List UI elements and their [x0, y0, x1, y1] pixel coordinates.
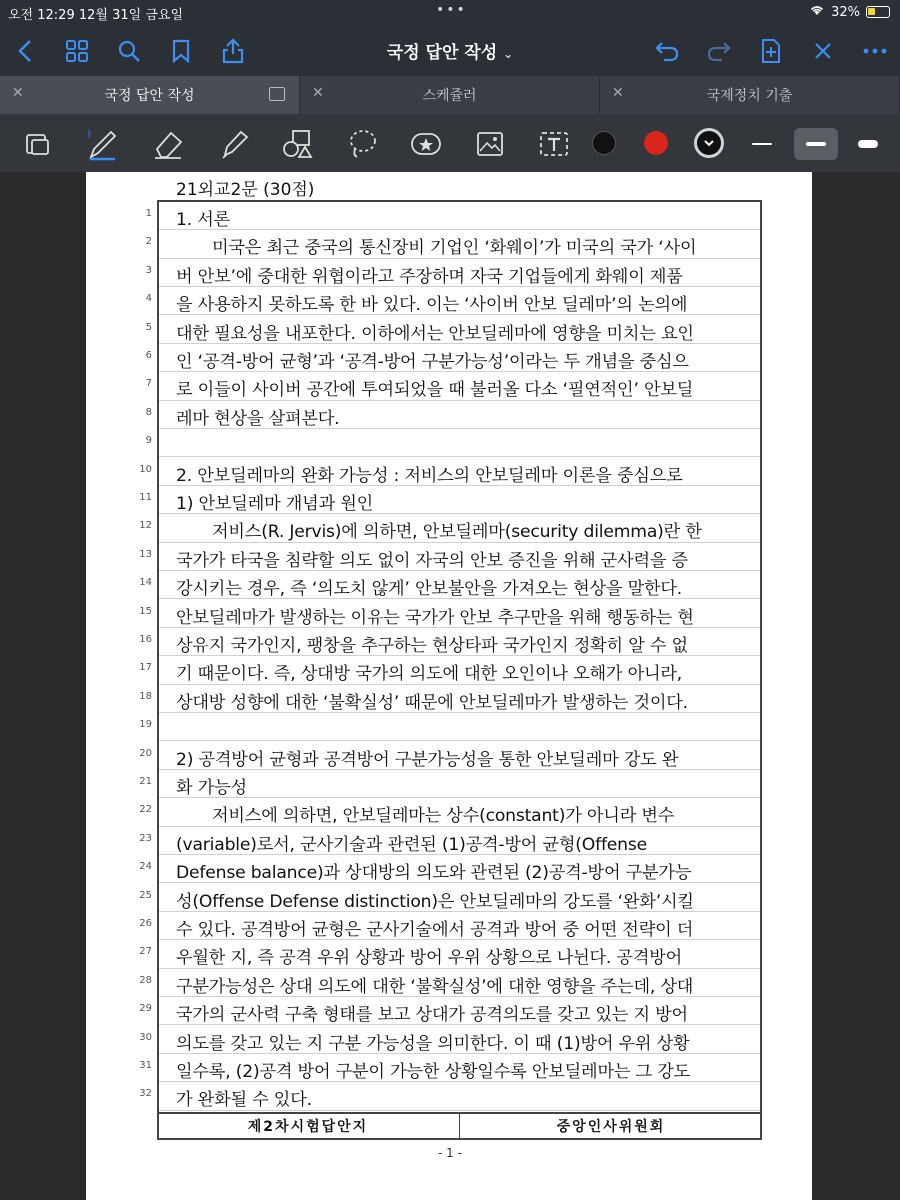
- add-page-icon[interactable]: [754, 34, 788, 68]
- answer-text-line: Defense balance)과 상대방의 의도와 관련된 (2)공격-방어 구분가능: [176, 863, 692, 884]
- line-number: 17: [139, 662, 152, 674]
- undo-icon[interactable]: [650, 34, 684, 68]
- tab-label: 국제정치 기출: [706, 88, 793, 104]
- answer-text-line: 저비스에 의하면, 안보딜레마는 상수(constant)가 아니라 변수: [212, 806, 675, 827]
- top-bar: [0, 0, 900, 76]
- tab-bar: [0, 76, 900, 114]
- line-number: 32: [139, 1088, 152, 1100]
- close-x-icon[interactable]: [806, 34, 840, 68]
- line-number: 18: [139, 690, 152, 702]
- redo-icon[interactable]: [702, 34, 736, 68]
- answer-text-line: 2) 공격방어 균형과 공격방어 구분가능성을 통한 안보딜레마 강도 완: [176, 749, 679, 770]
- stroke-thick[interactable]: [846, 128, 890, 160]
- line-number: 1: [145, 208, 152, 219]
- tab-exam-answer[interactable]: [0, 76, 300, 114]
- pen-icon[interactable]: [82, 124, 122, 164]
- line-number: 23: [139, 832, 152, 844]
- question-title: 21외교2문 (30점): [176, 180, 315, 200]
- answer-text-line: 을 사용하지 못하도록 한 바 있다. 이는 ‘사이버 안보 딜레마’의 논의에: [176, 295, 688, 316]
- answer-text-line: 상유지 국가인지, 팽창을 추구하는 현상타파 국가인지 정확히 알 수 없: [176, 636, 688, 656]
- status-right: [809, 4, 890, 20]
- footer-agency-name: 중앙인사위원회: [556, 1119, 666, 1135]
- answer-text-line: 가 완화될 수 있다.: [176, 1090, 312, 1111]
- answer-text-line: 의도를 갖고 있는 지 구분 가능성을 의미한다. 이 때 (1)방어 우위 상황: [176, 1033, 690, 1054]
- answer-text-line: 안보딜레마가 발생하는 이유는 국가가 안보 추구만을 위해 행동하는 현: [176, 607, 694, 628]
- line-number: 7: [145, 378, 152, 390]
- read-mode-icon[interactable]: [18, 124, 58, 164]
- battery-icon: [866, 6, 890, 18]
- eraser-icon[interactable]: [148, 124, 188, 164]
- close-tab-icon[interactable]: ✕: [12, 85, 24, 101]
- answer-text-line: 구분가능성은 상대 의도에 대한 ‘불확실성’에 대한 영향을 주는데, 상대: [176, 976, 694, 997]
- line-number: 30: [139, 1031, 152, 1043]
- line-number: 8: [145, 406, 152, 418]
- ruled-line: [159, 429, 760, 457]
- answer-text-line: 레마 현상을 살펴본다.: [176, 408, 340, 429]
- tab-label: 국정 답안 작성: [104, 88, 195, 104]
- answer-text-line: 저비스(R. Jervis)에 의하면, 안보딜레마(security dilemma)란 한: [212, 522, 702, 543]
- stroke-medium[interactable]: [794, 128, 838, 160]
- answer-text-line: 인 ‘공격-방어 균형’과 ‘공격-방어 구분가능성’이라는 두 개념을 중심으: [176, 352, 689, 372]
- line-number: 6: [145, 350, 152, 361]
- text-tool-icon[interactable]: [534, 124, 574, 164]
- shapes-icon[interactable]: [278, 124, 318, 164]
- answer-text-line: 상대방 성향에 대한 ‘불확실성’ 때문에 안보딜레마가 발생하는 것이다.: [176, 692, 688, 713]
- tab-label: 스케쥴러: [422, 88, 477, 104]
- line-number: 14: [139, 577, 152, 589]
- line-number: 4: [145, 293, 152, 305]
- line-number: 25: [139, 889, 152, 901]
- close-tab-icon[interactable]: ✕: [612, 85, 624, 101]
- answer-text-line: 강시키는 경우, 즉 ‘의도치 않게’ 안보불안을 가져오는 현상을 말한다.: [176, 579, 683, 600]
- line-number: 5: [145, 321, 152, 333]
- answer-text-line: 미국은 최근 중국의 통신장비 기업인 ‘화웨이’가 미국의 국가 ‘사이: [212, 238, 697, 259]
- line-number: 20: [139, 747, 152, 759]
- lasso-icon[interactable]: [342, 124, 382, 164]
- more-icon[interactable]: [858, 34, 892, 68]
- sheet-footer: [157, 1112, 762, 1140]
- footer-exam-name: 제2차시험답안지: [157, 1114, 460, 1140]
- line-number: 16: [139, 634, 152, 645]
- line-number: 10: [139, 463, 152, 475]
- image-icon[interactable]: [470, 124, 510, 164]
- answer-text-line: 국가의 군사력 구축 형태를 보고 상대가 공격의도를 갖고 있는 지 방어: [176, 1005, 688, 1026]
- line-number: 26: [139, 918, 152, 929]
- line-number: 27: [139, 946, 152, 958]
- line-number: 12: [139, 520, 152, 532]
- answer-text-line: 수 있다. 공격방어 균형은 군사기술에서 공격과 방어 중 어떤 전략이 더: [176, 920, 694, 940]
- answer-text-line: 로 이들이 사이버 공간에 투여되었을 때 불러올 다소 ‘필연적인’ 안보딜: [176, 380, 694, 401]
- line-number: 24: [139, 861, 152, 873]
- answer-text-line: 대한 필요성을 내포한다. 이하에서는 안보딜레마에 영향을 미치는 요인: [176, 323, 694, 344]
- answer-text-line: 1. 서론: [176, 210, 231, 230]
- line-number: 13: [139, 548, 152, 560]
- line-number: 2: [145, 236, 152, 248]
- chevron-down-icon: ⌄: [503, 47, 514, 61]
- close-tab-icon[interactable]: ✕: [312, 85, 324, 101]
- drawing-toolbar: [0, 114, 900, 172]
- answer-text-line: (variable)로서, 군사기술과 관련된 (1)공격-방어 균형(Offense: [176, 834, 647, 855]
- tab-scheduler[interactable]: [300, 76, 600, 114]
- line-number: 29: [139, 1003, 152, 1015]
- line-number: 21: [139, 776, 152, 787]
- tab-intl-politics[interactable]: [600, 76, 900, 114]
- chevron-down-icon: [697, 131, 721, 155]
- line-number: 22: [139, 804, 152, 816]
- split-view-icon[interactable]: [269, 87, 285, 101]
- answer-text-line: 우월한 지, 즉 공격 우위 상황과 방어 우위 상황으로 나뉜다. 공격방어: [176, 948, 683, 969]
- answer-text-line: 국가가 타국을 침략할 의도 없이 자국의 안보 증진을 위해 군사력을 증: [176, 550, 688, 571]
- ruled-line: [159, 770, 760, 798]
- nav-bar: [0, 28, 900, 74]
- page-number: - 1 -: [438, 1146, 462, 1160]
- line-number: 15: [139, 605, 152, 617]
- line-number: 3: [145, 264, 152, 276]
- ruled-line: [159, 202, 760, 230]
- wifi-icon: [809, 4, 825, 20]
- ruled-line: [159, 713, 760, 741]
- highlighter-icon[interactable]: [214, 124, 254, 164]
- color-picker-more[interactable]: [694, 128, 724, 158]
- line-number: 9: [145, 435, 152, 447]
- color-black[interactable]: [592, 131, 616, 155]
- stroke-thin[interactable]: [740, 128, 784, 160]
- line-number: 28: [139, 974, 152, 986]
- status-time: 오전 12:29 12월 31일 금요일: [8, 8, 183, 23]
- line-number: 19: [139, 719, 152, 731]
- line-number: 31: [139, 1060, 152, 1071]
- document-title-menu[interactable]: 국정 답안 작성 ⌄: [386, 43, 514, 63]
- answer-text-line: 일수록, (2)공격 방어 구분이 가능한 상황일수록 안보딜레마는 그 강도: [176, 1062, 691, 1082]
- answer-text-line: 화 가능성: [176, 778, 247, 798]
- answer-text-line: 기 때문이다. 즉, 상대방 국가의 의도에 대한 오인이나 오해가 아니라,: [176, 664, 683, 685]
- color-red[interactable]: [644, 131, 668, 155]
- answer-text-line: 2. 안보딜레마의 완화 가능성 : 저비스의 안보딜레마 이론을 중심으로: [176, 465, 683, 486]
- line-number: 11: [139, 492, 152, 503]
- answer-text-line: 버 안보’에 중대한 위협이라고 주장하며 자국 기업들에게 화웨이 제품: [176, 266, 683, 287]
- status-bar: [0, 0, 900, 26]
- answer-text-line: 성(Offense Defense distinction)은 안보딜레마의 강도를 ‘완화’시킬: [176, 891, 694, 912]
- sticker-icon[interactable]: [406, 124, 446, 164]
- svg-text:ᛒ: ᛒ: [87, 130, 93, 140]
- battery-percent: 32%: [831, 4, 860, 20]
- multitask-dots-icon[interactable]: •••: [436, 2, 467, 18]
- answer-text-line: 1) 안보딜레마 개념과 원인: [176, 494, 374, 514]
